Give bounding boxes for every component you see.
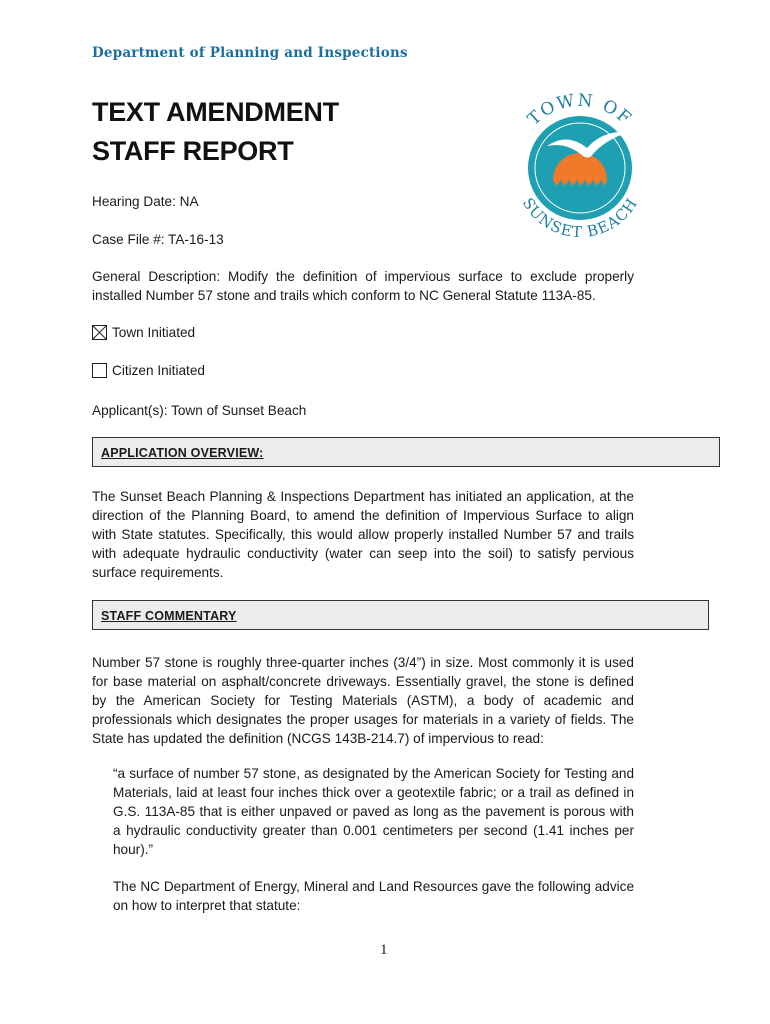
applicant: Applicant(s): Town of Sunset Beach [92,403,307,418]
page-number: 1 [380,942,388,958]
application-overview-header [92,437,720,467]
staff-commentary-title: STAFF COMMENTARY [101,609,237,623]
report-title-line1: TEXT AMENDMENT [92,97,339,127]
staff-commentary-header [92,600,709,630]
staff-commentary-body: Number 57 stone is roughly three-quarter inches (3/4”) in size. Most commonly it is used for base material on asphalt/concrete driveways. Essentially gravel, the stone is defined by the American Society for Testing Materials (ASTM), a body of academic and professionals which designates the proper usages for materials in a variety of fields. The State has updated the definition (NCGS 143B-214.7) of impervious to read: [92,655,634,746]
application-overview-title: APPLICATION OVERVIEW: [101,446,264,460]
report-title-line2: STAFF REPORT [92,136,294,166]
seal-top-text: TOWN OF [524,90,636,130]
case-file-number: Case File #: TA-16-13 [92,232,224,247]
hearing-date: Hearing Date: NA [92,194,199,209]
seal-bottom-text: SUNSET BEACH [518,194,642,242]
statute-followup: The NC Department of Energy, Mineral and Land Resources gave the following advice on how to interpret that statute: [113,879,634,913]
town-initiated-checkbox[interactable] [92,325,107,340]
department-header: Department of Planning and Inspections [92,45,408,61]
citizen-initiated-checkbox[interactable] [92,363,107,378]
town-seal-logo [505,88,655,248]
check-x-icon [92,325,107,340]
town-initiated-label: Town Initiated [112,325,196,340]
general-description: General Description: Modify the definition of impervious surface to exclude properly installed Number 57 stone and trails which conform to NC General Statute 113A-85. [92,269,634,303]
citizen-initiated-label: Citizen Initiated [112,363,205,378]
statute-quote: “a surface of number 57 stone, as designated by the American Society for Testing and Materials, laid at least four inches thick over a geotextile fabric; or a trail as defined in G.S. 113A-85 that is either unpaved or paved as long as the pavement is porous with a hydraulic conductivity greater than 0.001 centimeters per second (1.41 inches per hour).” [113,766,634,857]
application-overview-body: The Sunset Beach Planning & Inspections Department has initiated an application, at the direction of the Planning Board, to amend the definition of Impervious Surface to align with State statutes. Specifically, this would allow properly installed Number 57 and trails with adequate hydraulic conductivity (water can seep into the soil) to satisfy pervious surface requirements. [92,489,634,580]
